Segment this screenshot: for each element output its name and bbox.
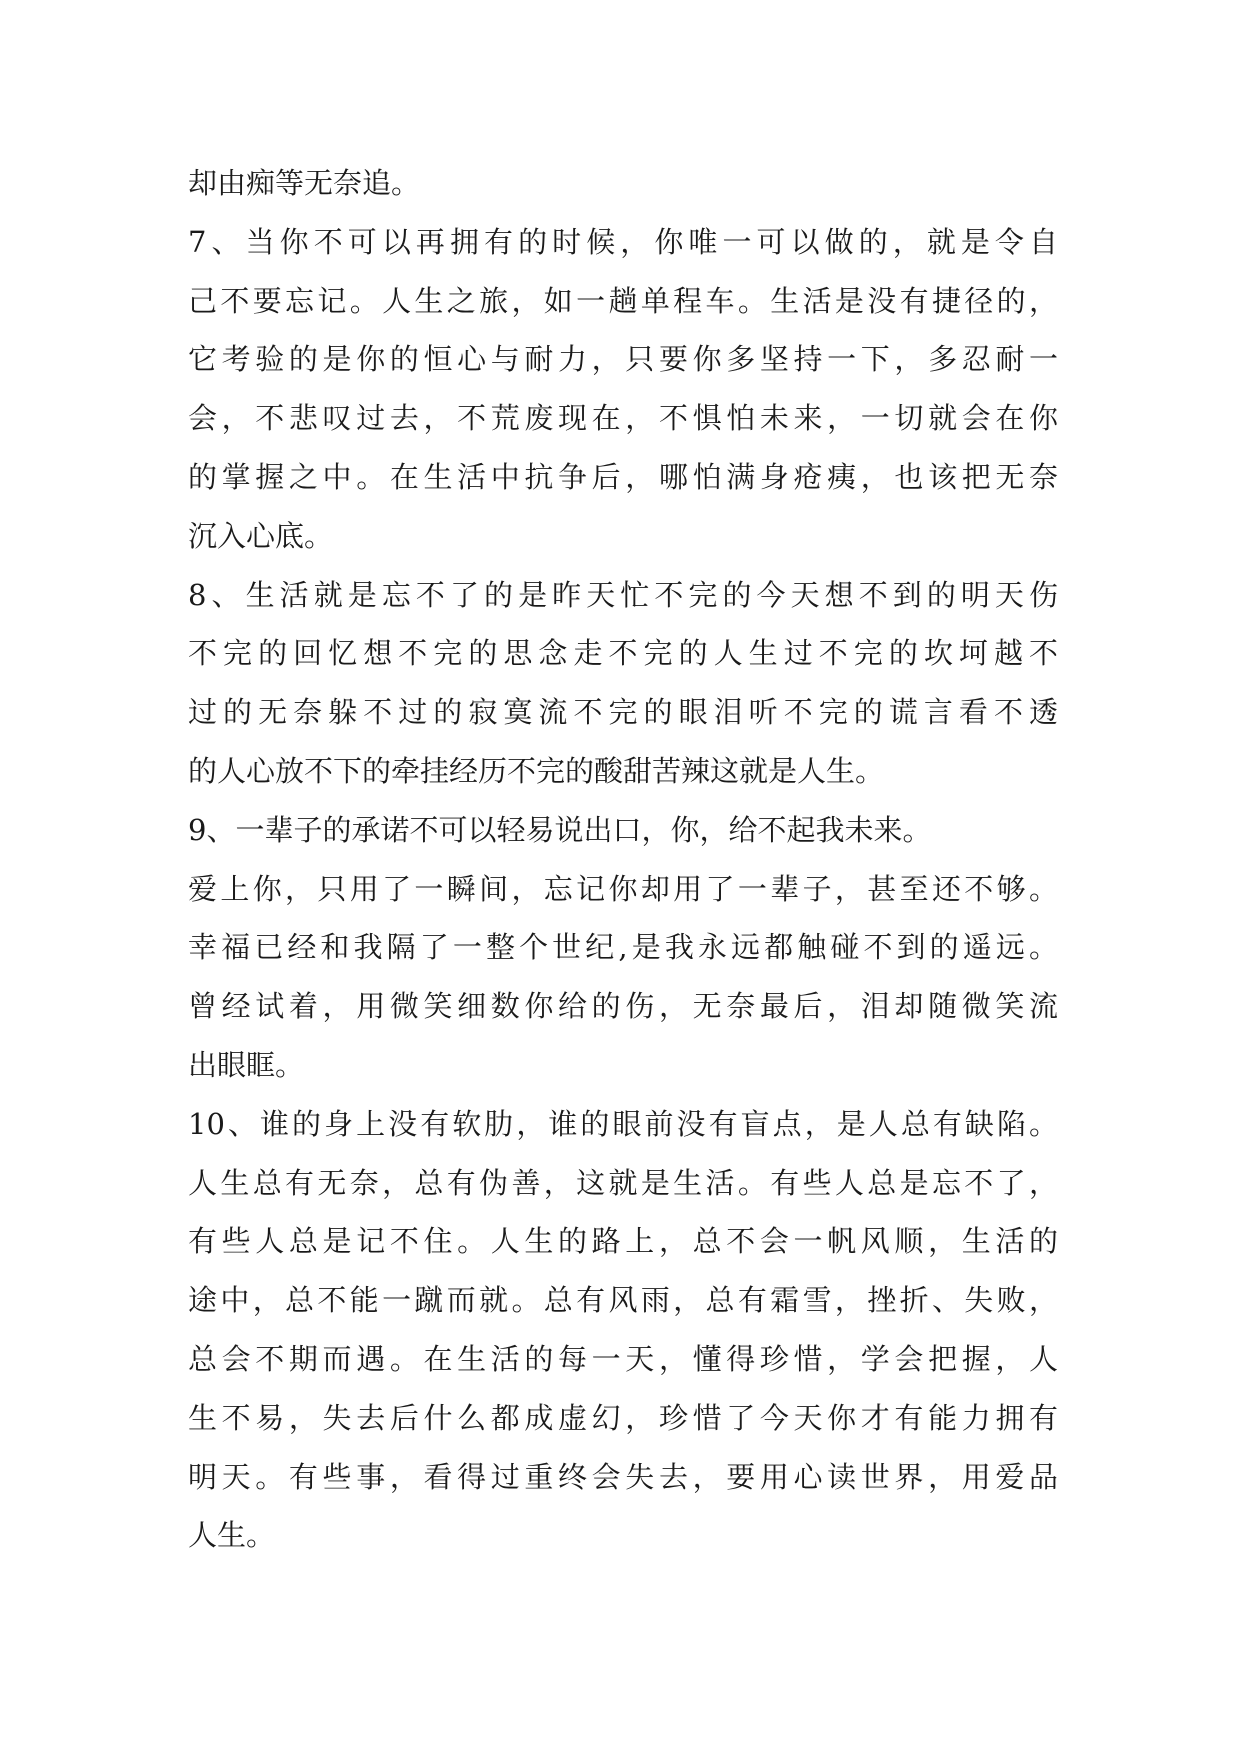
text-line: 7、当你不可以再拥有的时候，你唯一可以做的，就是令自 xyxy=(188,224,1058,259)
text-line: 有些人总是记不住。人生的路上，总不会一帆风顺，生活的 xyxy=(188,1224,1058,1259)
text-line: 9、一辈子的承诺不可以轻易说出口，你，给不起我未来。 xyxy=(188,812,932,847)
text-line: 生不易，失去后什么都成虚幻，珍惜了今天你才有能力拥有 xyxy=(188,1400,1058,1435)
text-line: 途中，总不能一蹴而就。总有风雨，总有霜雪，挫折、失败， xyxy=(188,1283,1058,1318)
text-line: 却由痴等无奈追。 xyxy=(188,166,421,200)
text-line: 总会不期而遇。在生活的每一天，懂得珍惜，学会把握，人 xyxy=(188,1341,1058,1376)
text-line: 爱上你，只用了一瞬间，忘记你却用了一辈子，甚至还不够。 xyxy=(188,871,1058,906)
text-line: 出眼眶。 xyxy=(188,1047,305,1082)
text-line: 人生。 xyxy=(188,1518,276,1553)
text-line: 会，不悲叹过去，不荒废现在，不惧怕未来，一切就会在你 xyxy=(188,401,1058,436)
text-line: 人生总有无奈，总有伪善，这就是生活。有些人总是忘不了， xyxy=(188,1165,1058,1200)
text-line: 己不要忘记。人生之旅，如一趟单程车。生活是没有捷径的， xyxy=(188,283,1058,318)
text-line: 过的无奈躲不过的寂寞流不完的眼泪听不完的谎言看不透 xyxy=(188,695,1058,730)
text-line: 明天。有些事，看得过重终会失去，要用心读世界，用爱品 xyxy=(188,1459,1058,1494)
text-line: 的掌握之中。在生活中抗争后，哪怕满身疮痍，也该把无奈 xyxy=(188,459,1058,494)
text-line: 沉入心底。 xyxy=(188,518,334,553)
text-line: 8、生活就是忘不了的是昨天忙不完的今天想不到的明天伤 xyxy=(188,577,1058,612)
text-line: 幸福已经和我隔了一整个世纪,是我永远都触碰不到的遥远。 xyxy=(188,930,1058,965)
document-page xyxy=(188,154,1058,1565)
text-line: 的人心放不下的牵挂经历不完的酸甜苦辣这就是人生。 xyxy=(188,753,885,788)
text-line: 曾经试着，用微笑细数你给的伤，无奈最后，泪却随微笑流 xyxy=(188,989,1058,1024)
text-line: 不完的回忆想不完的思念走不完的人生过不完的坎坷越不 xyxy=(188,636,1058,671)
text-line: 它考验的是你的恒心与耐力，只要你多坚持一下，多忍耐一 xyxy=(188,342,1058,377)
text-line: 10、谁的身上没有软肋，谁的眼前没有盲点，是人总有缺陷。 xyxy=(188,1106,1058,1141)
